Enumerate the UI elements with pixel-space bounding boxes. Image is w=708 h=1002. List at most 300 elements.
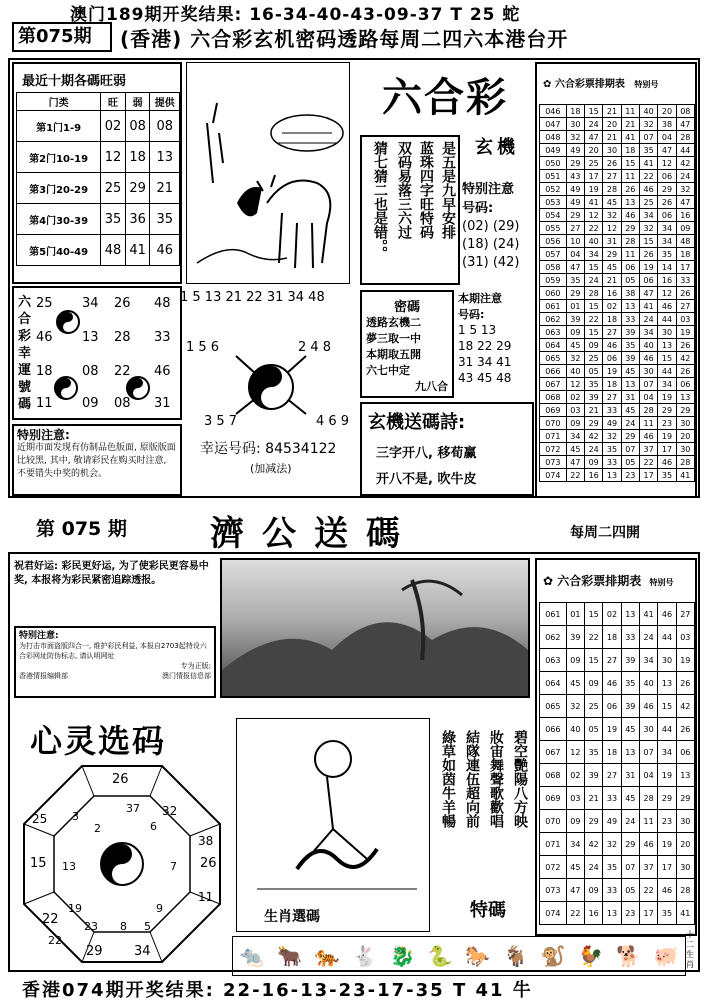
number-cell: 47 <box>566 879 584 902</box>
period-cell: 055 <box>540 222 567 235</box>
number-cell: 11 <box>621 170 639 183</box>
number-cell: 12 <box>566 741 584 764</box>
table-row <box>17 173 180 204</box>
center-top-numbers: 1 5 13 21 22 31 34 48 <box>180 290 325 305</box>
number-cell: 12 <box>658 157 676 170</box>
table-row <box>540 326 695 339</box>
period-cell: 068 <box>540 391 567 404</box>
bagua-number: 37 <box>126 802 140 815</box>
number-cell: 24 <box>639 626 657 649</box>
number-cell: 06 <box>603 352 621 365</box>
number-cell: 37 <box>639 443 657 456</box>
number-cell: 34 <box>585 248 603 261</box>
yin-yang-icon <box>248 364 294 410</box>
number-cell: 13 <box>621 741 639 764</box>
number-cell: 30 <box>603 144 621 157</box>
number-cell: 32 <box>566 695 584 718</box>
number-cell: 06 <box>676 741 694 764</box>
ruo-cell: 41 <box>125 235 150 266</box>
period-cell: 047 <box>540 118 567 131</box>
number-cell: 28 <box>603 183 621 196</box>
table-row <box>540 741 695 764</box>
period-cell: 061 <box>540 603 567 626</box>
bagua-number: 11 <box>198 890 214 904</box>
number-cell: 45 <box>621 718 639 741</box>
number-cell: 35 <box>658 248 676 261</box>
table-row <box>540 274 695 287</box>
number-cell: 05 <box>621 274 639 287</box>
number-cell: 05 <box>621 879 639 902</box>
table-row <box>540 391 695 404</box>
landscape-painting <box>220 558 530 698</box>
hk-result-line: 香港074期开奖结果: 22-16-13-23-17-35 T 41 牛 <box>22 980 533 1001</box>
number-cell: 12 <box>566 378 584 391</box>
period-cell: 072 <box>540 856 567 879</box>
number-cell: 18 <box>676 248 694 261</box>
table-row <box>540 131 695 144</box>
number-cell: 29 <box>585 417 603 430</box>
goat-icon: 🐐 <box>502 944 528 968</box>
number-cell: 39 <box>621 649 639 672</box>
number-cell: 29 <box>621 833 639 856</box>
number-cell: 41 <box>676 902 694 925</box>
number-cell: 22 <box>566 469 584 482</box>
number-cell: 24 <box>585 274 603 287</box>
number-cell: 30 <box>676 417 694 430</box>
number-cell: 35 <box>639 144 657 157</box>
bagua-number: 8 <box>120 920 127 933</box>
schedule-top <box>535 62 697 498</box>
lucky-number: 48 <box>154 296 171 311</box>
number-cell: 03 <box>566 787 584 810</box>
ruo-cell: 08 <box>125 111 150 142</box>
number-cell: 46 <box>639 833 657 856</box>
number-cell: 15 <box>585 300 603 313</box>
number-cell: 45 <box>566 672 584 695</box>
number-cell: 29 <box>658 404 676 417</box>
benqi-sub: 号码: <box>458 308 485 321</box>
number-cell: 35 <box>658 902 676 925</box>
bagua-wheel <box>22 764 222 964</box>
number-cell: 09 <box>566 649 584 672</box>
animal-strip <box>232 936 686 976</box>
schedule-top-table <box>539 104 695 482</box>
number-cell: 19 <box>658 430 676 443</box>
number-cell: 27 <box>603 649 621 672</box>
number-cell: 39 <box>566 626 584 649</box>
mima-line: 透路玄機二 <box>366 316 421 329</box>
period-cell: 069 <box>540 787 567 810</box>
wang-cell: 25 <box>101 173 126 204</box>
number-cell: 11 <box>621 105 639 118</box>
number-cell: 13 <box>603 902 621 925</box>
table-row <box>540 313 695 326</box>
number-cell: 06 <box>658 209 676 222</box>
period-cell: 065 <box>540 352 567 365</box>
period-cell: 048 <box>540 131 567 144</box>
benqi-row: 18 22 29 <box>458 339 512 353</box>
table-row <box>540 404 695 417</box>
poem-low <box>436 730 530 890</box>
number-cell: 22 <box>585 313 603 326</box>
number-cell: 15 <box>585 105 603 118</box>
period-cell: 069 <box>540 404 567 417</box>
period-cell: 053 <box>540 196 567 209</box>
mima-box <box>360 290 454 398</box>
special-row: (18) (24) <box>462 237 520 252</box>
poem-column: 結隊連伍超向前 <box>464 730 480 828</box>
lucky-number: 08 <box>82 364 99 379</box>
ox-icon: 🐂 <box>277 944 302 968</box>
period-cell: 067 <box>540 741 567 764</box>
ti-cell: 35 <box>150 204 180 235</box>
table-row <box>540 672 695 695</box>
notice-low-text: 为打击市面盗版四合一, 维护彩民利益, 本报自2703起特设六合彩网址防伪标志, 请认明网址 <box>19 642 207 660</box>
table-row <box>540 718 695 741</box>
bagua-number: 32 <box>162 804 178 818</box>
number-cell: 22 <box>639 170 657 183</box>
number-cell: 03 <box>566 404 584 417</box>
table-row <box>540 365 695 378</box>
macau-result-line: 澳门189期开奖结果: 16-34-40-43-09-37 T 25 蛇 <box>70 5 521 25</box>
mountain-landscape-icon <box>222 560 528 696</box>
bagua-number: 26 <box>200 856 217 871</box>
number-cell: 28 <box>585 287 603 300</box>
number-cell: 26 <box>603 157 621 170</box>
number-cell: 15 <box>585 326 603 339</box>
xuanji-poem-line: 三字开八, 移荀赢 <box>376 446 477 461</box>
number-cell: 19 <box>639 261 657 274</box>
number-cell: 12 <box>603 222 621 235</box>
number-cell: 05 <box>585 365 603 378</box>
number-cell: 07 <box>621 443 639 456</box>
number-cell: 43 <box>566 170 584 183</box>
door-cell: 第5门40-49 <box>17 235 101 266</box>
period-cell: 050 <box>540 157 567 170</box>
tema-label: 特碼 <box>470 900 506 921</box>
mima-title: 密碼 <box>393 300 420 315</box>
table-row <box>540 764 695 787</box>
number-cell: 42 <box>676 157 694 170</box>
number-cell: 05 <box>621 456 639 469</box>
number-cell: 18 <box>603 313 621 326</box>
number-cell: 03 <box>676 313 694 326</box>
number-cell: 27 <box>603 326 621 339</box>
number-cell: 17 <box>639 902 657 925</box>
horse-icon: 🐎 <box>465 944 491 968</box>
number-cell: 26 <box>676 718 694 741</box>
headline: (香港) 六合彩玄机密码透路每周二四六本港台开 <box>120 27 569 51</box>
number-cell: 48 <box>676 235 694 248</box>
poem-column: 綠草如茵牛羊暢 <box>440 730 456 828</box>
number-cell: 42 <box>676 695 694 718</box>
bagua-number: 7 <box>170 860 177 873</box>
heart-select-title: 心灵选码 <box>30 722 167 760</box>
wang-cell: 02 <box>101 111 126 142</box>
number-cell: 23 <box>658 810 676 833</box>
number-cell: 16 <box>585 469 603 482</box>
number-cell: 12 <box>585 209 603 222</box>
zodiac-label: 生肖選碼 <box>264 909 320 925</box>
notice-top-title: 特别注意: <box>17 428 70 442</box>
number-cell: 23 <box>658 417 676 430</box>
number-cell: 39 <box>585 764 603 787</box>
table-row <box>540 287 695 300</box>
table-row <box>540 469 695 482</box>
ti-cell: 13 <box>150 142 180 173</box>
notice-top-text: 近期市面发现有仿制品色版面, 原版版面比较黑, 其中, 敬请彩民在购买时注意, 不要错失中奖的机会。 <box>17 443 176 479</box>
number-cell: 29 <box>603 248 621 261</box>
number-cell: 13 <box>658 672 676 695</box>
number-cell: 09 <box>585 456 603 469</box>
number-cell: 34 <box>658 235 676 248</box>
period-cell: 049 <box>540 144 567 157</box>
number-cell: 15 <box>585 649 603 672</box>
lucky-code: 幸运号码: 84534122 <box>200 441 337 457</box>
number-cell: 26 <box>621 183 639 196</box>
table-row <box>540 261 695 274</box>
center-left-numbers: 1 5 6 <box>186 340 220 355</box>
bagua-number: 26 <box>112 772 129 787</box>
number-cell: 26 <box>676 287 694 300</box>
wish-box: 祝君好运: 彩民更好运, 为了使彩民更容易中奖, 本报将为彩民紧密追踪透报。 <box>14 561 209 586</box>
poem-column: 双码易落三六过 <box>396 141 412 239</box>
number-cell: 26 <box>676 365 694 378</box>
number-cell: 19 <box>585 183 603 196</box>
ruo-cell: 36 <box>125 204 150 235</box>
bagua-number: 38 <box>198 834 214 848</box>
bagua-number: 5 <box>144 920 151 933</box>
benqi-row: 1 5 13 <box>458 323 497 337</box>
period-cell: 074 <box>540 469 567 482</box>
table-row <box>540 170 695 183</box>
number-cell: 35 <box>585 378 603 391</box>
number-cell: 45 <box>621 787 639 810</box>
number-cell: 20 <box>676 430 694 443</box>
number-cell: 13 <box>676 764 694 787</box>
number-cell: 11 <box>639 417 657 430</box>
number-cell: 45 <box>566 339 584 352</box>
number-cell: 44 <box>658 718 676 741</box>
number-cell: 29 <box>566 209 584 222</box>
center-right-numbers: 2 4 8 <box>298 340 332 355</box>
number-cell: 40 <box>639 339 657 352</box>
number-cell: 19 <box>603 365 621 378</box>
number-cell: 41 <box>585 196 603 209</box>
number-cell: 21 <box>585 404 603 417</box>
number-cell: 12 <box>658 287 676 300</box>
number-cell: 33 <box>676 274 694 287</box>
lantern-icon: ✿ <box>543 574 554 588</box>
number-cell: 19 <box>658 391 676 404</box>
number-cell: 46 <box>639 352 657 365</box>
table-row <box>17 235 180 266</box>
table-row <box>540 209 695 222</box>
number-cell: 27 <box>566 222 584 235</box>
xuanji-poem-title: 玄機送碼詩: <box>368 412 466 433</box>
period-cell: 070 <box>540 810 567 833</box>
bagua-number: 2 <box>94 822 101 835</box>
door-cell: 第4门30-39 <box>17 204 101 235</box>
number-cell: 07 <box>639 378 657 391</box>
number-cell: 16 <box>585 902 603 925</box>
number-cell: 35 <box>621 339 639 352</box>
wang-cell: 12 <box>101 142 126 173</box>
period-cell: 062 <box>540 313 567 326</box>
mima-line: 本期取五開 <box>366 348 421 361</box>
table-row <box>540 787 695 810</box>
table-row <box>540 105 695 118</box>
number-cell: 34 <box>658 222 676 235</box>
period-cell: 067 <box>540 378 567 391</box>
number-cell: 13 <box>658 339 676 352</box>
period-cell: 056 <box>540 235 567 248</box>
number-cell: 17 <box>639 469 657 482</box>
number-cell: 22 <box>566 902 584 925</box>
bagua-number: 23 <box>84 920 98 933</box>
number-cell: 17 <box>676 261 694 274</box>
number-cell: 45 <box>621 365 639 378</box>
xuanji-tag: 玄機 <box>475 137 519 158</box>
bagua-number: 34 <box>134 944 151 959</box>
number-cell: 28 <box>639 787 657 810</box>
number-cell: 32 <box>639 118 657 131</box>
number-cell: 47 <box>676 118 694 131</box>
period-cell: 071 <box>540 430 567 443</box>
number-cell: 28 <box>676 456 694 469</box>
table-row <box>540 810 695 833</box>
number-cell: 04 <box>639 764 657 787</box>
number-cell: 47 <box>566 456 584 469</box>
notice-low-tag: 专为正版: <box>180 662 211 670</box>
number-cell: 06 <box>676 378 694 391</box>
number-cell: 40 <box>639 105 657 118</box>
number-cell: 33 <box>621 313 639 326</box>
period-cell: 058 <box>540 261 567 274</box>
period-cell: 070 <box>540 417 567 430</box>
number-cell: 49 <box>566 196 584 209</box>
number-cell: 02 <box>603 300 621 313</box>
number-cell: 20 <box>658 105 676 118</box>
number-cell: 41 <box>639 300 657 313</box>
number-cell: 41 <box>621 131 639 144</box>
number-cell: 27 <box>676 603 694 626</box>
number-cell: 13 <box>621 603 639 626</box>
bagua-number: 6 <box>150 820 157 833</box>
number-cell: 13 <box>621 196 639 209</box>
number-cell: 23 <box>621 902 639 925</box>
number-cell: 11 <box>621 248 639 261</box>
number-cell: 33 <box>603 787 621 810</box>
table-row <box>540 902 695 925</box>
center-numbers <box>180 286 356 436</box>
number-cell: 05 <box>585 718 603 741</box>
number-cell: 33 <box>621 626 639 649</box>
number-cell: 35 <box>658 469 676 482</box>
number-cell: 06 <box>639 274 657 287</box>
period-cell: 074 <box>540 902 567 925</box>
number-cell: 33 <box>603 404 621 417</box>
number-cell: 46 <box>603 339 621 352</box>
table-row <box>540 417 695 430</box>
period-cell: 061 <box>540 300 567 313</box>
period-cell: 064 <box>540 339 567 352</box>
number-cell: 27 <box>603 764 621 787</box>
lucky-box <box>12 286 182 420</box>
number-cell: 21 <box>603 105 621 118</box>
benqi-box <box>458 290 534 398</box>
number-cell: 46 <box>639 430 657 443</box>
ti-cell: 08 <box>150 111 180 142</box>
number-cell: 28 <box>639 404 657 417</box>
poem-top <box>360 135 460 285</box>
rooster-icon: 🐓 <box>578 944 604 968</box>
number-cell: 25 <box>585 157 603 170</box>
number-cell: 24 <box>585 443 603 456</box>
number-cell: 32 <box>639 222 657 235</box>
bagua-number: 15 <box>30 856 47 871</box>
number-cell: 45 <box>603 196 621 209</box>
notice-low <box>14 626 216 698</box>
lucky-number: 11 <box>36 396 53 411</box>
number-cell: 37 <box>639 856 657 879</box>
table-row <box>540 430 695 443</box>
ox-drawing-icon <box>187 63 351 285</box>
number-cell: 47 <box>566 261 584 274</box>
number-cell: 09 <box>566 417 584 430</box>
yin-yang-icon <box>56 310 80 334</box>
table-row <box>540 833 695 856</box>
number-cell: 31 <box>603 235 621 248</box>
bagua-number: 25 <box>32 812 48 826</box>
number-cell: 45 <box>566 443 584 456</box>
period-cell: 063 <box>540 326 567 339</box>
schedule-title-text: 六合彩票排期表 <box>557 574 642 588</box>
bagua-number: 9 <box>156 902 163 915</box>
number-cell: 16 <box>658 274 676 287</box>
number-cell: 11 <box>639 810 657 833</box>
number-cell: 02 <box>566 391 584 404</box>
period-cell: 073 <box>540 879 567 902</box>
number-cell: 31 <box>621 764 639 787</box>
number-cell: 44 <box>658 313 676 326</box>
notice-top <box>12 424 182 496</box>
number-cell: 02 <box>566 764 584 787</box>
number-cell: 09 <box>585 879 603 902</box>
weekly-label: 每周二四開 <box>570 525 640 541</box>
number-cell: 26 <box>676 672 694 695</box>
number-cell: 18 <box>603 741 621 764</box>
number-cell: 35 <box>566 274 584 287</box>
number-cell: 39 <box>621 326 639 339</box>
ruo-cell: 18 <box>125 142 150 173</box>
table-row <box>540 456 695 469</box>
wang-cell: 35 <box>101 204 126 235</box>
number-cell: 30 <box>676 810 694 833</box>
number-cell: 49 <box>603 810 621 833</box>
number-cell: 04 <box>658 131 676 144</box>
number-cell: 46 <box>603 672 621 695</box>
number-cell: 39 <box>566 313 584 326</box>
number-cell: 28 <box>676 131 694 144</box>
number-cell: 19 <box>658 764 676 787</box>
number-cell: 25 <box>585 695 603 718</box>
number-cell: 40 <box>639 672 657 695</box>
benqi-row: 43 45 48 <box>458 371 512 385</box>
yin-yang-icon <box>100 842 144 886</box>
number-cell: 25 <box>585 352 603 365</box>
number-cell: 49 <box>603 417 621 430</box>
